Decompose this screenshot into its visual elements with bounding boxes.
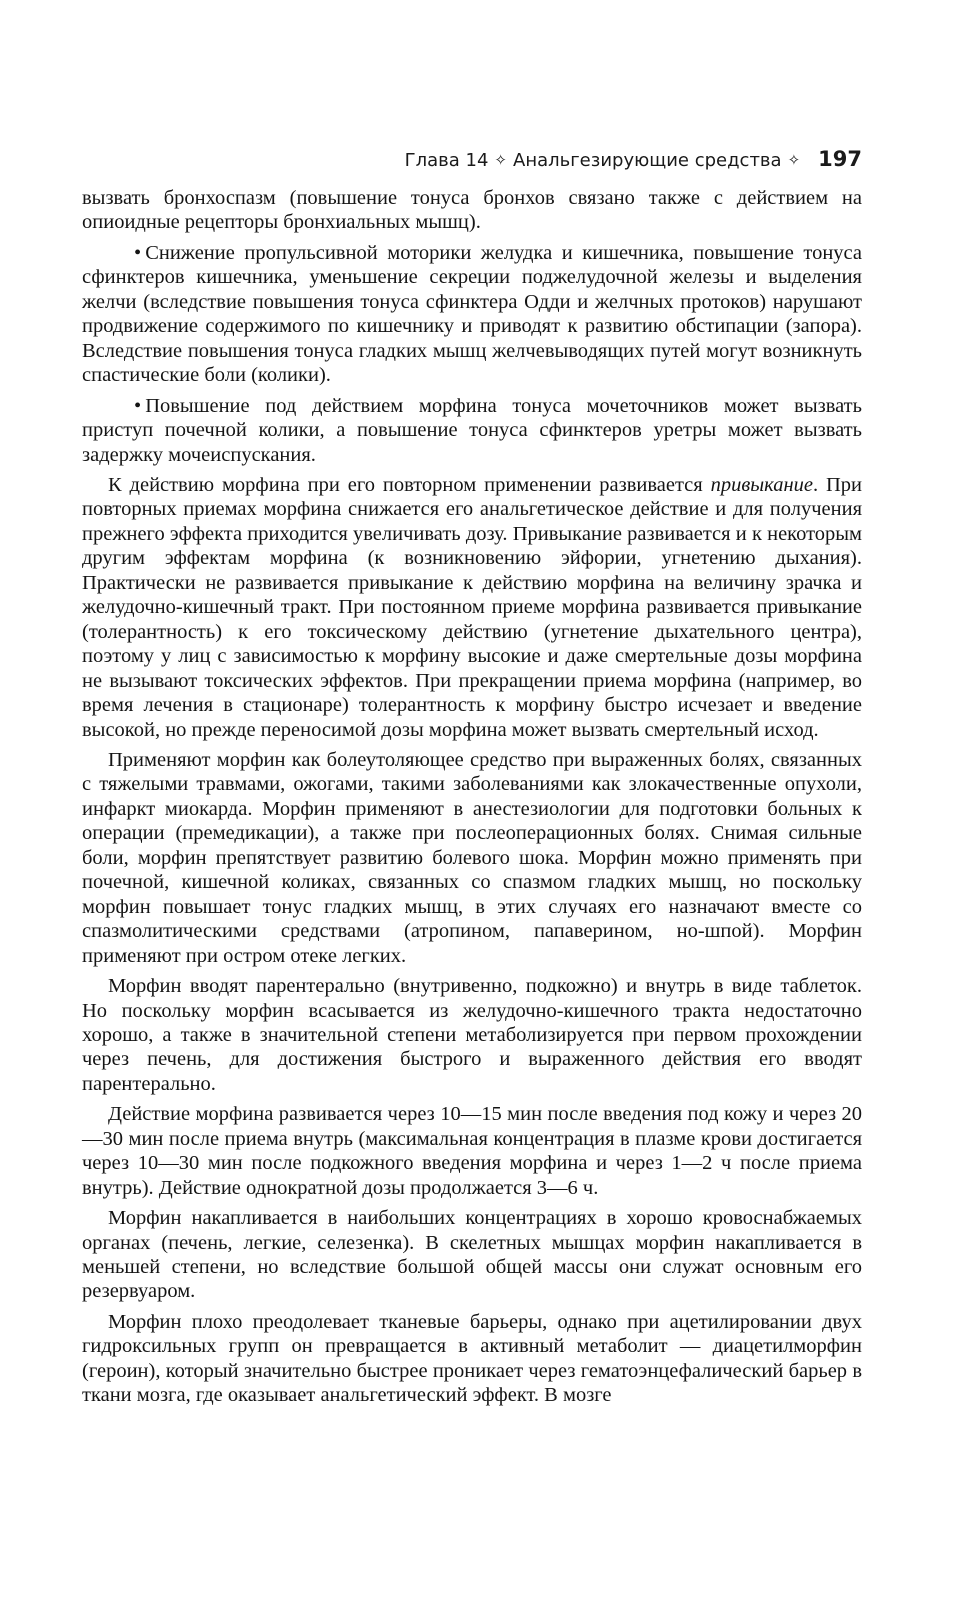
- paragraph-text: Морфин вводят парентерально (внутривенно, подкожно) и внутрь в виде таблеток. Но поскольку морфин всасывается из желудочно-кишечного тракта недостаточно хорошо, а также в значительной степени метаболизируется при первом прохождении через печень, для достижения быстрого и выраженного действия его вводят парентерально.: [82, 975, 862, 1095]
- paragraph-continuation: [82, 186, 862, 235]
- paragraph-barriers: [82, 1310, 862, 1408]
- chapter-label: Глава 14: [404, 150, 489, 171]
- page-body: [82, 186, 862, 1414]
- paragraph-text: вызвать бронхоспазм (повышение тонуса бронхов связано также с действием на опиоидные рецепторы бронхиальных мышц).: [82, 187, 862, 234]
- paragraph-text: Снижение пропульсивной моторики желудка и кишечника, повышение тонуса сфинктеров кишечника, уменьшение секреции поджелудочной железы и выделения желчи (вследствие повышения тонуса сфинктера Одди и желчных протоков) нарушают продвижение содержимого по кишечнику и приводят к развитию обстипации (запора). Вследствие повышения тонуса гладких мышц желчевыводящих путей могут возникнуть спастические боли (колики).: [82, 241, 862, 387]
- paragraph-text: Морфин плохо преодолевает тканевые барьеры, однако при ацетилировании двух гидроксильных групп он превращается в активный метаболит — диацетилморфин (героин), который значительно быстрее проникает через гематоэнцефалический барьер в ткани мозга, где оказывает анальгетический эффект. В мозге: [82, 1310, 862, 1407]
- paragraph-text: Морфин накапливается в наибольших концентрациях в хорошо кровоснабжаемых органах (печень, легкие, селезенка). В скелетных мышцах морфин накапливается в меньшей степени, но вследствие большой общей массы они служат основным его резервуаром.: [82, 1207, 862, 1303]
- paragraph-text: Действие морфина развивается через 10—15 мин после введения под кожу и через 20—30 мин после приема внутрь (максимальная концентрация в плазме крови достигается через 10—30 мин после подкожного введения морфина и через 1—2 ч после приема внутрь). Действие однократной дозы продолжается 3—6 ч.: [82, 1103, 862, 1199]
- page-number: 197: [818, 147, 862, 171]
- paragraph-indications: [82, 748, 862, 968]
- bullet-icon: •: [134, 241, 142, 264]
- paragraph-text: К действию морфина при его повторном применении развивается: [108, 473, 711, 496]
- paragraph-text: . При повторных приемах морфина снижается его анальгетическое действие и для получения прежнего эффекта приходится увеличивать дозу. Привыкание развивается и к некоторым другим эффектам морфина (к возникновению эйфории, угнетению дыхания). Практически не развивается привыкание к действию морфина на величину зрачка и желудочно-кишечный тракт. При постоянном приеме морфина развивается привыкание (толерантность) к его токсическому действию (угнетение дыхательного центра), поэтому у лиц с зависимостью к морфину высокие и даже смертельные дозы морфина не вызывают токсических эффектов. При прекращении приема морфина (например, во время лечения в стационаре) толерантность к морфину быстро исчезает и введение высокой, но прежде переносимой дозы морфина может вызвать смертельный исход.: [82, 473, 863, 741]
- paragraph-text: Применяют морфин как болеутоляющее средство при выраженных болях, связанных с тяжелыми травмами, ожогами, такими заболеваниями как злокачественные опухоли, инфаркт миокарда. Морфин применяют в анестезиологии для подготовки больных к операции (премедикации), а также при послеоперационных болях. Снимая сильные боли, морфин препятствует развитию болевого шока. Морфин можно применять при почечной, кишечной коликах, связанных со спазмом гладких мышц, но поскольку морфин повышает тонус гладких мышц, в этих случаях его назначают вместе со спазмолитическими средствами (атропином, папаверином, но-шпой). Морфин применяют при остром отеке легких.: [82, 748, 862, 967]
- section-title: Анальгезирующие средства: [513, 150, 782, 171]
- emphasized-term: привыкание: [710, 473, 813, 496]
- bullet-item-ureters: [82, 394, 862, 467]
- paragraph-onset: [82, 1102, 862, 1200]
- diamond-ornament-icon: ✧: [494, 151, 507, 169]
- paragraph-administration: [82, 974, 862, 1096]
- paragraph-tolerance: [82, 473, 862, 742]
- bullet-item-motility: [82, 241, 862, 388]
- diamond-ornament-icon: ✧: [787, 151, 801, 169]
- paragraph-text: Повышение под действием морфина тонуса мочеточников может вызвать приступ почечной колики, а повышение тонуса сфинктеров уретры может вызвать задержку мочеиспускания.: [82, 394, 862, 466]
- bullet-icon: •: [134, 394, 142, 417]
- paragraph-distribution: [82, 1206, 862, 1304]
- running-header: [82, 147, 862, 173]
